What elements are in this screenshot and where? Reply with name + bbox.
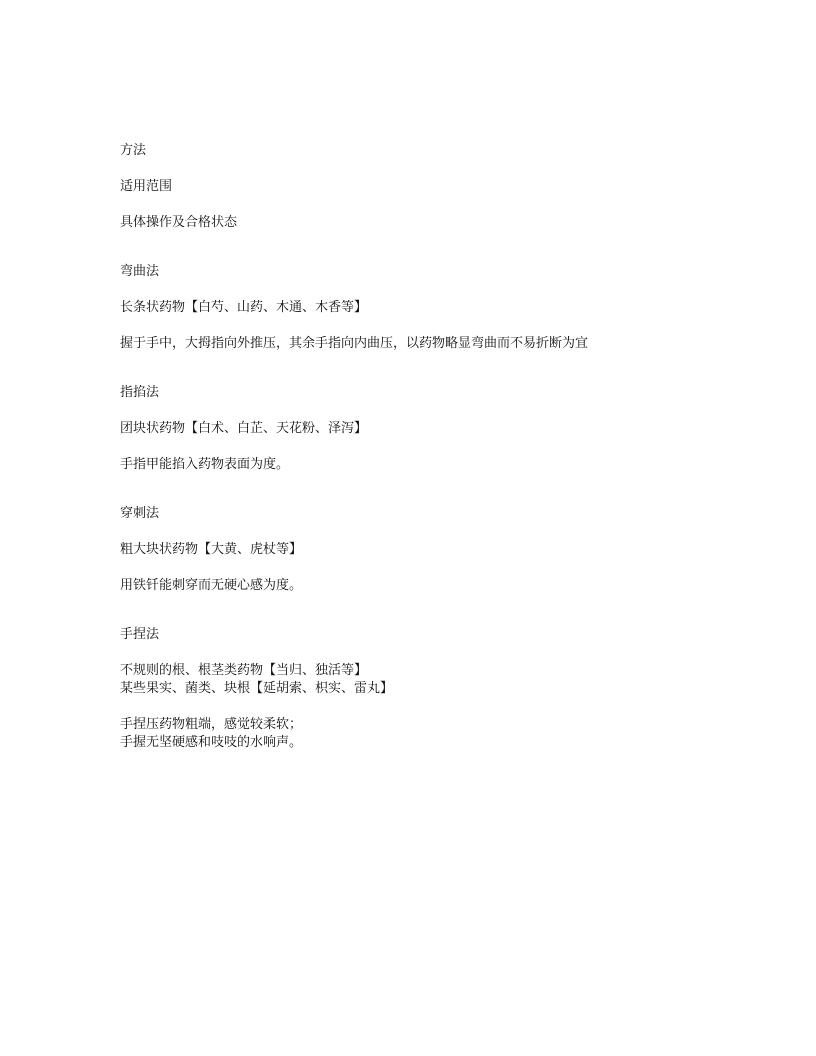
- method-name-pierce: 穿刺法: [120, 506, 160, 521]
- method-operation-squeeze-2: 手握无坚硬感和吱吱的水响声。: [120, 735, 303, 750]
- method-name-pinch: 指掐法: [120, 385, 160, 400]
- method-operation-pierce: 用铁钎能刺穿而无硬心感为度。: [120, 578, 303, 593]
- method-scope-pierce: 粗大块状药物【大黄、虎杖等】: [120, 542, 303, 557]
- method-scope-pinch: 团块状药物【白术、白芷、天花粉、泽泻】: [120, 421, 368, 436]
- method-name-bend: 弯曲法: [120, 264, 160, 279]
- header-scope: 适用范围: [120, 179, 173, 194]
- header-operation: 具体操作及合格状态: [120, 215, 238, 230]
- method-scope-bend: 长条状药物【白芍、山药、木通、木香等】: [120, 300, 368, 315]
- method-operation-bend: 握于手中，大拇指向外推压，其余手指向内曲压，以药物略显弯曲而不易折断为宜: [120, 336, 589, 351]
- method-name-squeeze: 手捏法: [120, 627, 160, 642]
- document-page: [120, 142, 760, 752]
- method-scope-squeeze-1: 不规则的根、根茎类药物【当归、独活等】: [120, 663, 368, 678]
- header-method: 方法: [120, 143, 147, 158]
- method-scope-squeeze-2: 某些果实、菌类、块根【延胡索、枳实、雷丸】: [120, 681, 394, 696]
- method-operation-pinch: 手指甲能掐入药物表面为度。: [120, 457, 290, 472]
- method-operation-squeeze-1: 手捏压药物粗端，感觉较柔软；: [120, 717, 303, 732]
